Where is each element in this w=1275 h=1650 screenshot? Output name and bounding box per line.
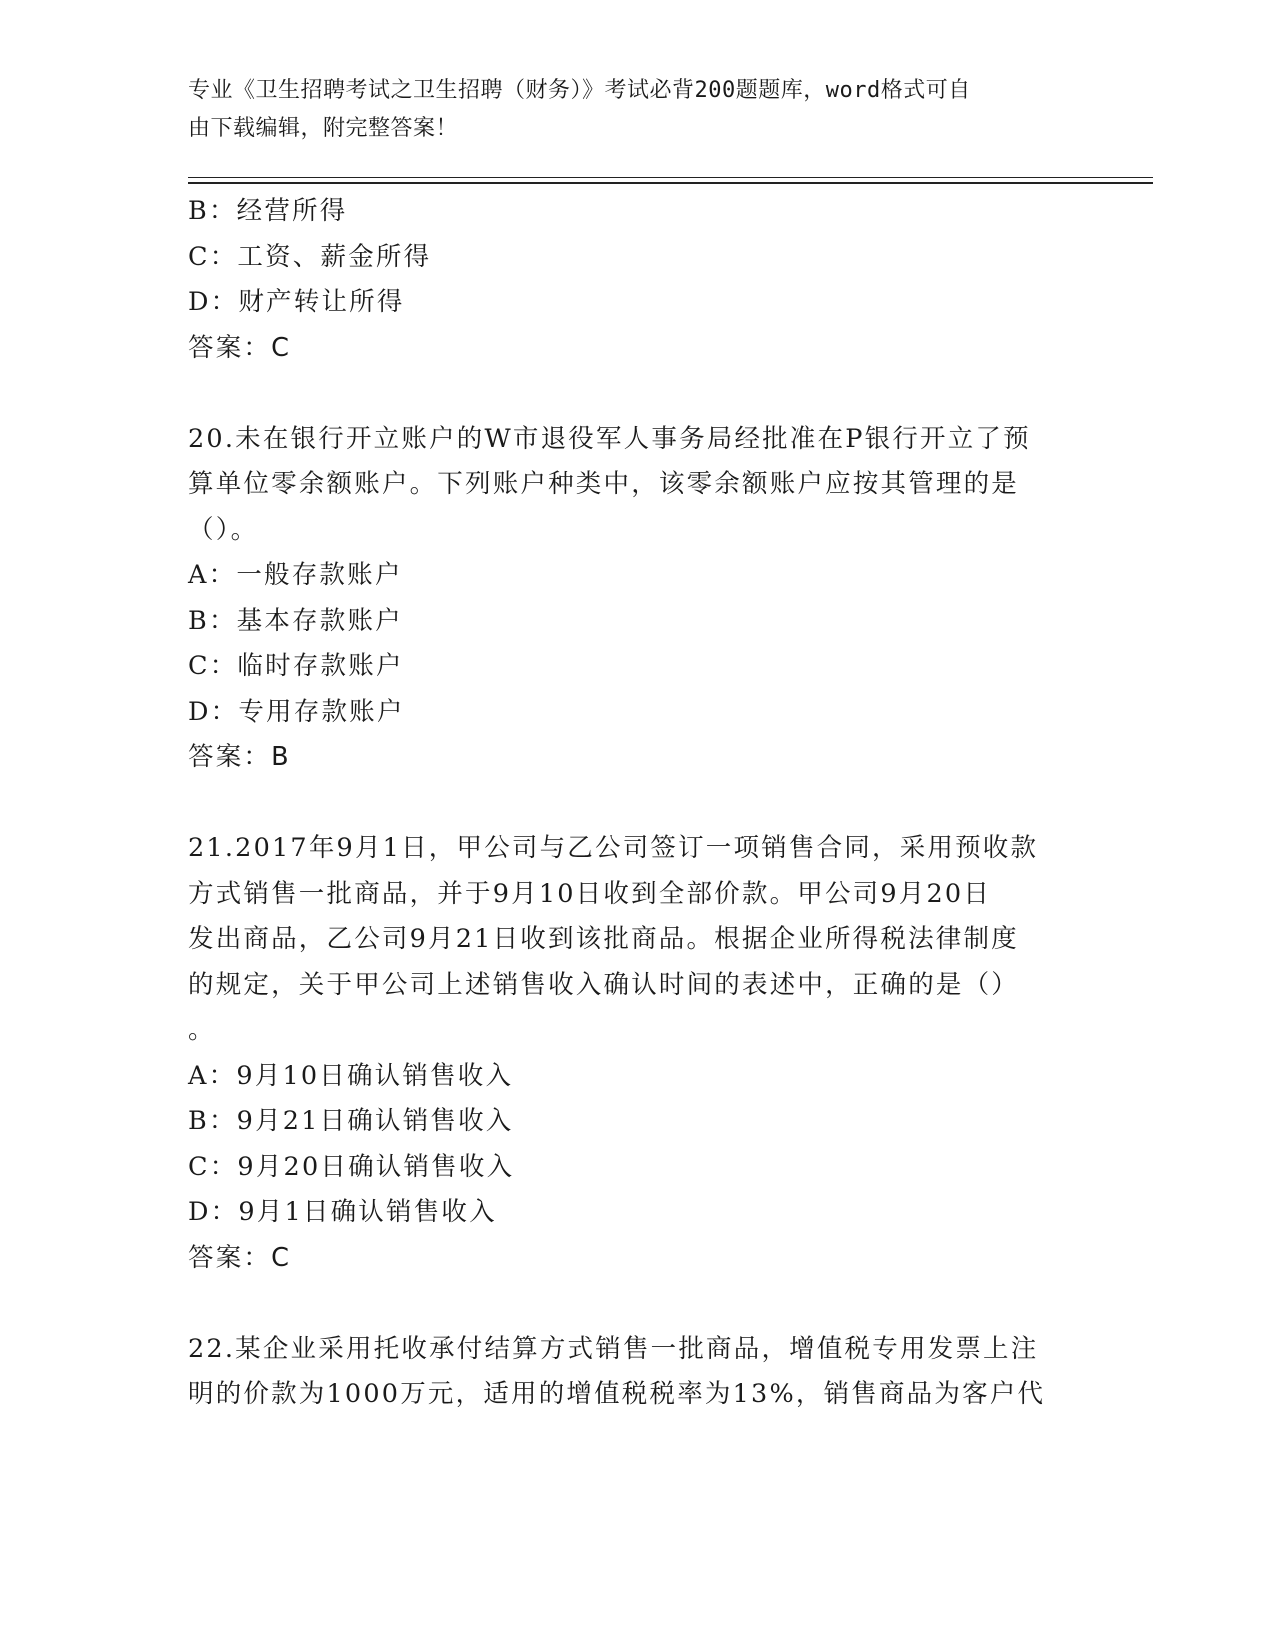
header-line-1: 专业《卫生招聘考试之卫生招聘（财务）》考试必背200题题库，word格式可自 bbox=[188, 78, 971, 103]
question-text-line: 算单位零余额账户。下列账户种类中，该零余额账户应按其管理的是 bbox=[188, 469, 1020, 499]
option-d: D：9月1日确认销售收入 bbox=[188, 1197, 497, 1227]
question-content bbox=[188, 189, 1088, 1418]
header-divider-thin bbox=[188, 177, 1153, 178]
option-d: D：专用存款账户 bbox=[188, 696, 405, 727]
question-text-line: 方式销售一批商品，并于9月10日收到全部价款。甲公司9月20日 bbox=[188, 878, 992, 909]
option-a: A：9月10日确认销售收入 bbox=[188, 1060, 514, 1091]
question-22 bbox=[188, 1327, 1088, 1418]
question-text-line: 明的价款为1000万元，适用的增值税税率为13%，销售商品为客户代 bbox=[188, 1379, 1046, 1409]
option-c: C：临时存款账户 bbox=[188, 651, 404, 681]
answer-line: 答案：C bbox=[188, 1242, 292, 1273]
question-21 bbox=[188, 826, 1088, 1281]
option-c: C：9月20日确认销售收入 bbox=[188, 1151, 515, 1182]
answer-line: 答案：B bbox=[188, 742, 291, 772]
question-text-line: 的规定，关于甲公司上述销售收入确认时间的表述中，正确的是（） bbox=[188, 969, 1020, 1000]
question-20 bbox=[188, 417, 1088, 781]
option-d: D：财产转让所得 bbox=[188, 287, 405, 317]
question-text-line: 21.2017年9月1日，甲公司与乙公司签订一项销售合同，采用预收款 bbox=[188, 833, 1039, 863]
option-b: B：经营所得 bbox=[188, 196, 348, 226]
question-text-line: 。 bbox=[188, 1015, 216, 1045]
header-divider-thick bbox=[188, 182, 1153, 184]
question-text-line: 发出商品，乙公司9月21日收到该批商品。根据企业所得税法律制度 bbox=[188, 924, 1019, 954]
document-header bbox=[188, 72, 1068, 148]
option-a: A：一般存款账户 bbox=[188, 560, 403, 590]
prev-question-block bbox=[188, 189, 1088, 371]
option-c: C：工资、薪金所得 bbox=[188, 241, 432, 272]
header-line-2: 由下载编辑，附完整答案！ bbox=[188, 116, 459, 141]
question-text-line: （）。 bbox=[188, 514, 259, 545]
option-b: B：基本存款账户 bbox=[188, 605, 403, 636]
answer-line: 答案：C bbox=[188, 332, 292, 363]
question-text-line: 22.某企业采用托收承付结算方式销售一批商品，增值税专用发票上注 bbox=[188, 1333, 1039, 1364]
option-b: B：9月21日确认销售收入 bbox=[188, 1106, 514, 1136]
question-text-line: 20.未在银行开立账户的W市退役军人事务局经批准在P银行开立了预 bbox=[188, 423, 1031, 454]
